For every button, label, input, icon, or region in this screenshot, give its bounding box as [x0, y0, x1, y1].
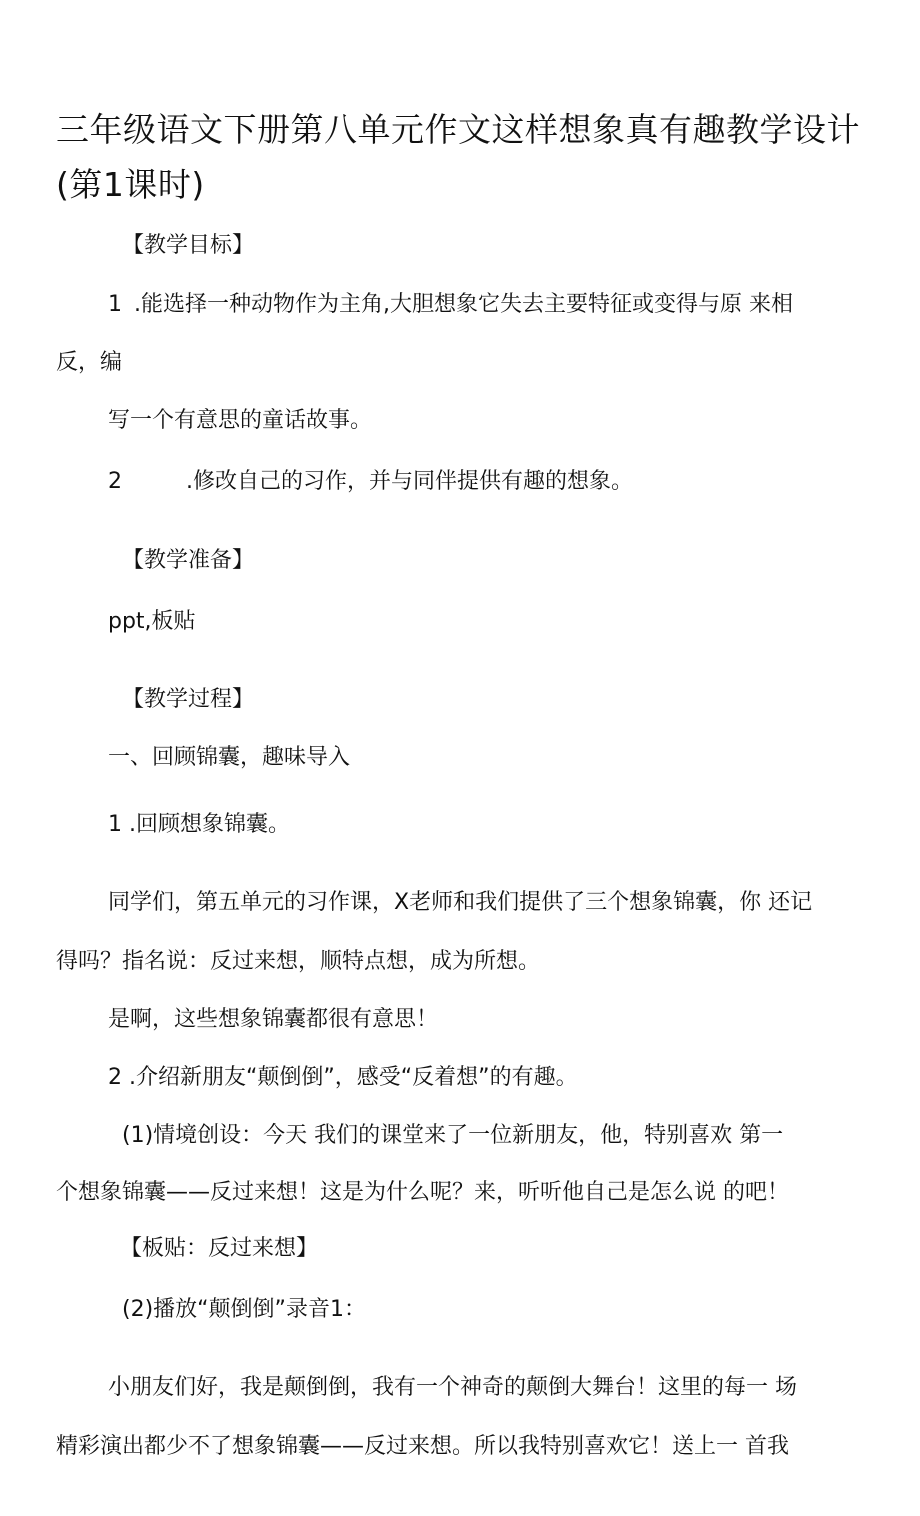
goal-2-text: .修改自己的习作，并与同伴提供有趣的想象。: [186, 469, 633, 494]
paragraph-3-line-2: 精彩演出都少不了想象锦囊——反过来想。所以我特别喜欢它！送上一 首我: [56, 1434, 789, 1459]
prep-text: ppt,板贴: [108, 609, 196, 634]
step-1-heading: 一、回顾锦囊，趣味导入: [108, 745, 351, 770]
prep-heading: 【教学准备】: [122, 548, 255, 573]
goal-2-number: 2: [108, 469, 122, 494]
goal-1-number: 1: [108, 292, 122, 317]
step-2-sub: 2 .介绍新朋友“颠倒倒”，感受“反着想”的有趣。: [108, 1065, 578, 1090]
board-note: 【板贴：反过来想】: [120, 1236, 319, 1261]
paragraph-1-line-2: 得吗？指名说：反过来想，顺特点想，成为所想。: [56, 949, 541, 974]
goals-heading: 【教学目标】: [122, 233, 255, 258]
process-heading: 【教学过程】: [122, 687, 255, 712]
goal-1-line-2: 反，编: [56, 350, 123, 375]
paragraph-1-line-1: 同学们，第五单元的习作课，X老师和我们提供了三个想象锦囊，你 还记: [108, 890, 813, 915]
item-2: (2)播放“颠倒倒”录音1：: [122, 1297, 366, 1322]
step-1-sub: 1 .回顾想象锦囊。: [108, 812, 290, 837]
goal-1-line-3: 写一个有意思的童话故事。: [108, 408, 373, 433]
item-1-line-2: 个想象锦囊——反过来想！这是为什么呢？来，听听他自己是怎么说 的吧！: [56, 1180, 789, 1205]
paragraph-2: 是啊，这些想象锦囊都很有意思！: [108, 1007, 439, 1032]
paragraph-3-line-1: 小朋友们好，我是颠倒倒，我有一个神奇的颠倒大舞台！这里的每一 场: [108, 1375, 797, 1400]
goal-2: [108, 467, 633, 497]
document-title: 三年级语文下册第八单元作文这样想象真有趣教学设计: [56, 110, 860, 149]
document-subtitle: (第1课时): [56, 165, 205, 204]
goal-1-text: .能选择一种动物作为主角,大胆想象它失去主要特征或变得与原 来相: [134, 292, 793, 317]
item-1-line-1: (1)情境创设：今天 我们的课堂来了一位新朋友，他，特别喜欢 第一: [122, 1123, 784, 1148]
goal-1-line-1: [108, 290, 793, 320]
